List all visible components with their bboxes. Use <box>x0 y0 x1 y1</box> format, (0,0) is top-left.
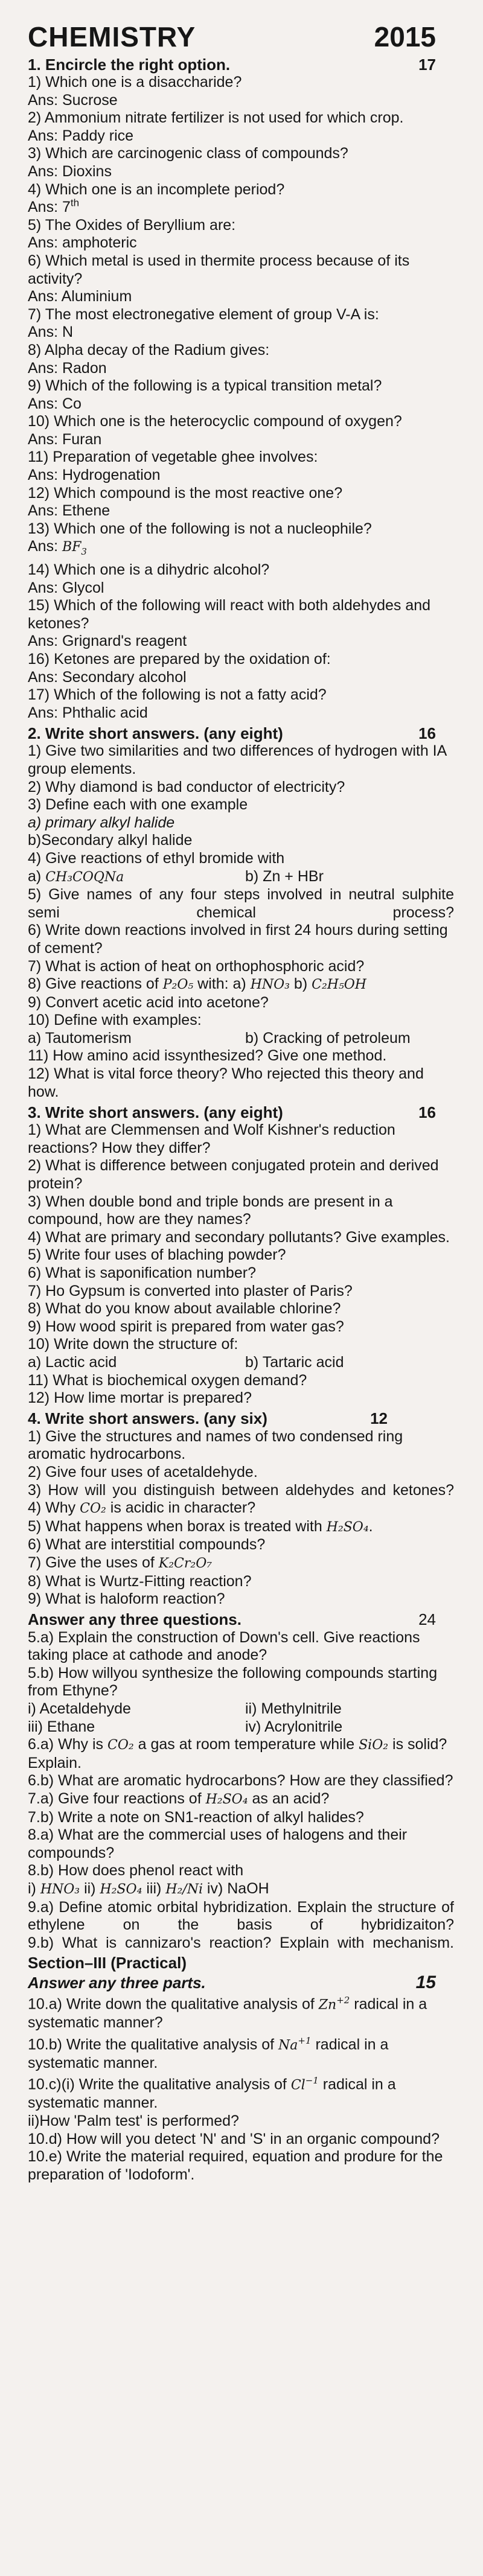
s5-5b-options <box>28 1700 454 1736</box>
s5-8b-formula-2: H₂SO₄ <box>100 1882 142 1897</box>
s5-7a-formula: H₂SO₄ <box>205 1792 248 1808</box>
s6-10c-tail: radical in a systematic manner. <box>28 2076 396 2112</box>
s2-q8-formula: P₂O₅ <box>162 977 194 993</box>
q11-question: 11) Preparation of vegetable ghee involves: <box>28 448 318 466</box>
s5-9b: 9.b) What is cannizaro's reaction? Explain with mechanism. <box>28 1934 454 1951</box>
s3-q10: 10) Write down the structure of: <box>28 1336 238 1353</box>
s4-q4 <box>28 1499 454 1518</box>
s4-q4-text: 4) Why <box>28 1499 80 1517</box>
section-4-heading <box>28 1410 454 1428</box>
s2-q8-a: HNO₃ <box>250 977 290 993</box>
s5-8b: 8.b) How does phenol react with <box>28 1862 244 1879</box>
s2-q2: 2) Why diamond is bad conductor of electricity? <box>28 778 345 795</box>
section-3-title: 3. Write short answers. (any eight) <box>28 1103 283 1121</box>
q8-answer: Ans: Radon <box>28 359 107 377</box>
q3-question: 3) Which are carcinogenic class of compounds? <box>28 145 348 162</box>
s6-10a-text: 10.a) Write down the qualitative analysis of <box>28 1995 319 2013</box>
q12-question: 12) Which compound is the most reactive one? <box>28 484 343 502</box>
subject-title: CHEMISTRY <box>28 21 196 53</box>
s6-10c-ii: ii)How 'Palm test' is performed? <box>28 2112 239 2129</box>
s4-q9: 9) What is haloform reaction? <box>28 1590 225 1608</box>
s5-8a: 8.a) What are the commercial uses of halogens and their compounds? <box>28 1826 408 1861</box>
section-4-marks: 12 <box>370 1409 388 1428</box>
s3-q8: 8) What do you know about available chlorine? <box>28 1300 341 1318</box>
s3-q12: 12) How lime mortar is prepared? <box>28 1389 252 1407</box>
s4-q5-tail: . <box>368 1517 373 1535</box>
s6-10c-charge: −1 <box>305 2075 319 2087</box>
s2-q10-options <box>28 1030 454 1048</box>
s2-q7: 7) What is action of heat on orthophosphoric acid? <box>28 957 365 975</box>
s2-q12: 12) What is vital force theory? Who rejected this theory and how. <box>28 1065 424 1100</box>
s4-q7-formula: K₂Cr₂O₇ <box>158 1555 213 1571</box>
s2-q8-text: 8) Give reactions of <box>28 975 163 993</box>
s2-q8-b: C₂H₅OH <box>312 977 366 993</box>
s2-q5: 5) Give names of any four steps involved in neutral sulphite semi chemical process? <box>28 886 454 921</box>
q2-question: 2) Ammonium nitrate fertilizer is not used for which crop. <box>28 109 404 127</box>
s3-q7: 7) Ho Gypsum is converted into plaster of Paris? <box>28 1282 353 1299</box>
s5-6a <box>28 1736 454 1772</box>
section-2-heading <box>28 724 454 742</box>
s2-q4a <box>28 868 245 887</box>
s6-10c-formula: Cl <box>290 2077 305 2093</box>
s6-10d: 10.d) How will you detect 'N' and 'S' in an organic compound? <box>28 2130 440 2147</box>
q13-question: 13) Which one of the following is not a nucleophile? <box>28 520 372 537</box>
s3-q10b: b) Tartaric acid <box>245 1353 344 1371</box>
section-3-marks: 16 <box>418 1103 436 1121</box>
section-3-heading <box>28 1103 454 1121</box>
s6-10c-text: 10.c)(i) Write the qualitative analysis of <box>28 2076 291 2093</box>
q1-question: 1) Which one is a disaccharide? <box>28 74 242 91</box>
section-6-title: Answer any three parts. <box>28 1973 206 1992</box>
s5-9a: 9.a) Define atomic orbital hybridization. Explain the structure of ethylene on the basis of hybridizaiton? <box>28 1898 454 1934</box>
s3-q3: 3) When double bond and triple bonds are present in a compound, how are they names? <box>28 1193 393 1228</box>
section-5-marks: 24 <box>418 1610 436 1629</box>
s5-8b-formula-3: H₂/Ni <box>165 1882 203 1897</box>
paper-header <box>28 14 454 53</box>
q7-answer: Ans: N <box>28 324 74 341</box>
q1-answer: Ans: Sucrose <box>28 91 118 109</box>
section-6-heading <box>28 1974 454 1992</box>
q4-question: 4) Which one is an incomplete period? <box>28 180 285 198</box>
s2-q8-mid: with: a) <box>193 975 251 993</box>
s3-q5: 5) Write four uses of blaching powder? <box>28 1246 286 1264</box>
q7-question: 7) The most electronegative element of group V-A is: <box>28 305 379 323</box>
q11-answer: Ans: Hydrogenation <box>28 467 161 484</box>
s5-opt-4: iv) Acrylonitrile <box>245 1718 343 1735</box>
s3-q11: 11) What is biochemical oxygen demand? <box>28 1371 307 1389</box>
section-1-marks: 17 <box>418 55 436 74</box>
s5-8b-formula-1: HNO₃ <box>40 1882 80 1897</box>
s5-6a-formula-2: SiO₂ <box>359 1738 389 1753</box>
s5-6a-tail: is solid? Explain. <box>28 1736 447 1771</box>
s4-q5 <box>28 1518 454 1537</box>
s2-q4b: b) Zn + HBr <box>245 867 324 885</box>
s6-10b-text: 10.b) Write the qualitative analysis of <box>28 2036 279 2053</box>
q14-question: 14) Which one is a dihydric alcohol? <box>28 561 270 579</box>
section-1-heading <box>28 56 454 74</box>
q6-answer: Ans: Aluminium <box>28 288 132 305</box>
s6-10a-charge: +2 <box>336 1995 350 2006</box>
s2-q6: 6) Write down reactions involved in first 24 hours during setting of cement? <box>28 922 448 957</box>
q10-question: 10) Which one is the heterocyclic compound of oxygen? <box>28 413 402 430</box>
q8-question: 8) Alpha decay of the Radium gives: <box>28 341 270 359</box>
s2-q10a: a) Tautomerism <box>28 1029 132 1047</box>
section-1-title: 1. Encircle the right option. <box>28 55 231 74</box>
s2-q10b: b) Cracking of petroleum <box>245 1029 411 1047</box>
s5-8b-ii: ii) <box>80 1880 100 1897</box>
s2-q3b: b)Secondary alkyl halide <box>28 832 193 849</box>
s5-5a: 5.a) Explain the construction of Down's cell. Give reactions taking place at cathode and anode? <box>28 1628 420 1664</box>
s3-q9: 9) How wood spirit is prepared from water gas? <box>28 1318 344 1335</box>
s5-6a-formula-1: CO₂ <box>107 1738 134 1753</box>
q4-answer-text: Ans: 7 <box>28 199 71 216</box>
s5-8b-options <box>28 1880 454 1899</box>
s5-6a-mid: a gas at room temperature while <box>133 1736 359 1753</box>
s3-q10a: a) Lactic acid <box>28 1353 117 1371</box>
section-2-marks: 16 <box>418 724 436 742</box>
q15-answer: Ans: Grignard's reagent <box>28 633 187 650</box>
s2-q1: 1) Give two similarities and two differences of hydrogen with IA group elements. <box>28 742 446 777</box>
s4-q2: 2) Give four uses of acetaldehyde. <box>28 1463 258 1481</box>
s3-q6: 6) What is saponification number? <box>28 1264 256 1281</box>
s3-q10-options <box>28 1354 454 1372</box>
q12-answer: Ans: Ethene <box>28 502 110 520</box>
s4-q1: 1) Give the structures and names of two condensed ring aromatic hydrocarbons. <box>28 1427 403 1463</box>
s2-q4: 4) Give reactions of ethyl bromide with <box>28 849 285 867</box>
s5-8b-i: i) <box>28 1880 40 1897</box>
s4-q4-tail: is acidic in character? <box>106 1499 256 1517</box>
s2-q3a: a) primary alkyl halide <box>28 814 175 831</box>
section-6-marks: 15 <box>415 1972 436 1993</box>
s6-10e: 10.e) Write the material required, equation and produre for the preparation of 'Iodoform'. <box>28 2148 443 2183</box>
s6-10a-formula: Zn <box>318 1997 337 2013</box>
q9-answer: Ans: Co <box>28 395 82 412</box>
section-2-title: 2. Write short answers. (any eight) <box>28 724 283 742</box>
q14-answer: Ans: Glycol <box>28 579 104 596</box>
s4-q5-formula: H₂SO₄ <box>326 1519 369 1535</box>
s2-q8 <box>28 975 454 994</box>
s4-q7-text: 7) Give the uses of <box>28 1554 159 1571</box>
s6-10b-formula: Na <box>278 2038 298 2053</box>
s4-q5-text: 5) What happens when borax is treated with <box>28 1517 327 1535</box>
q6-question: 6) Which metal is used in thermite process because of its activity? <box>28 252 410 287</box>
section-practical-heading <box>28 1954 454 1971</box>
q17-answer: Ans: Phthalic acid <box>28 704 148 721</box>
section-4-title: 4. Write short answers. (any six) <box>28 1409 267 1428</box>
s3-q4: 4) What are primary and secondary pollutants? Give examples. <box>28 1228 450 1246</box>
s2-q4a-label: a) <box>28 867 46 885</box>
s4-q6: 6) What are interstitial compounds? <box>28 1536 266 1554</box>
q13-answer-formula-sub: 3 <box>81 546 87 558</box>
section-5-title: Answer any three questions. <box>28 1610 242 1629</box>
q9-question: 9) Which of the following is a typical transition metal? <box>28 377 382 395</box>
s2-q4-options <box>28 868 454 887</box>
s4-q8: 8) What is Wurtz-Fitting reaction? <box>28 1572 252 1590</box>
s2-q10: 10) Define with examples: <box>28 1012 202 1029</box>
s2-q9: 9) Convert acetic acid into acetone? <box>28 993 269 1011</box>
s2-q8-b-label: b) <box>289 975 312 993</box>
s5-6a-text: 6.a) Why is <box>28 1736 107 1753</box>
s3-q1: 1) What are Clemmensen and Wolf Kishner's reduction reactions? How they differ? <box>28 1121 395 1156</box>
s5-7a-tail: as an acid? <box>248 1790 330 1808</box>
q13-answer-formula: BF <box>62 540 82 555</box>
q16-question: 16) Ketones are prepared by the oxidation of: <box>28 651 331 668</box>
s2-q3: 3) Define each with one example <box>28 796 248 814</box>
q4-answer-sup: th <box>70 197 80 209</box>
section-practical-title: Section–III (Practical) <box>28 1953 187 1972</box>
s5-opt-3: iii) Ethane <box>28 1718 95 1735</box>
q13-answer-label: Ans: <box>28 538 62 555</box>
section-5-heading <box>28 1611 454 1629</box>
s5-opt-2: ii) Methylnitrile <box>245 1700 342 1718</box>
s5-7a-text: 7.a) Give four reactions of <box>28 1790 206 1808</box>
q2-answer: Ans: Paddy rice <box>28 127 134 144</box>
s5-6b: 6.b) What are aromatic hydrocarbons? How are they classified? <box>28 1772 453 1790</box>
s5-8b-iv: iv) NaOH <box>202 1880 269 1897</box>
s4-q7 <box>28 1554 454 1573</box>
s6-10a <box>28 1992 454 2032</box>
s2-q4a-formula: CH₃COQNa <box>45 869 124 885</box>
s5-8b-iii: iii) <box>142 1880 166 1897</box>
s5-opt-1: i) Acetaldehyde <box>28 1700 131 1718</box>
s6-10b-tail: radical in a systematic manner. <box>28 2036 389 2071</box>
q3-answer: Ans: Dioxins <box>28 162 112 180</box>
q17-question: 17) Which of the following is not a fatty acid? <box>28 686 327 704</box>
q15-question: 15) Which of the following will react with both aldehydes and ketones? <box>28 597 431 632</box>
paper-year: 2015 <box>374 21 436 53</box>
s2-q11: 11) How amino acid issynthesized? Give one method. <box>28 1047 387 1065</box>
s6-10b-charge: +1 <box>298 2035 312 2046</box>
q5-question: 5) The Oxides of Beryllium are: <box>28 216 236 234</box>
s4-q3: 3) How will you distinguish between aldehydes and ketones? <box>28 1481 454 1499</box>
q13-answer <box>28 538 454 561</box>
s3-q2: 2) What is difference between conjugated protein and derived protein? <box>28 1157 439 1193</box>
s5-7b: 7.b) Write a note on SN1-reaction of alkyl halides? <box>28 1808 364 1826</box>
s6-10b <box>28 2032 454 2073</box>
q5-answer: Ans: amphoteric <box>28 234 137 252</box>
q10-answer: Ans: Furan <box>28 430 102 448</box>
s5-5b: 5.b) How willyou synthesize the following compounds starting from Ethyne? <box>28 1664 438 1700</box>
section-1-list <box>28 74 454 722</box>
s5-7a <box>28 1790 454 1809</box>
s6-10a-tail: radical in a systematic manner? <box>28 1995 427 2032</box>
s4-q4-formula: CO₂ <box>80 1501 106 1517</box>
s6-10c <box>28 2072 454 2112</box>
q4-answer <box>28 199 454 217</box>
q16-answer: Ans: Secondary alcohol <box>28 668 187 686</box>
